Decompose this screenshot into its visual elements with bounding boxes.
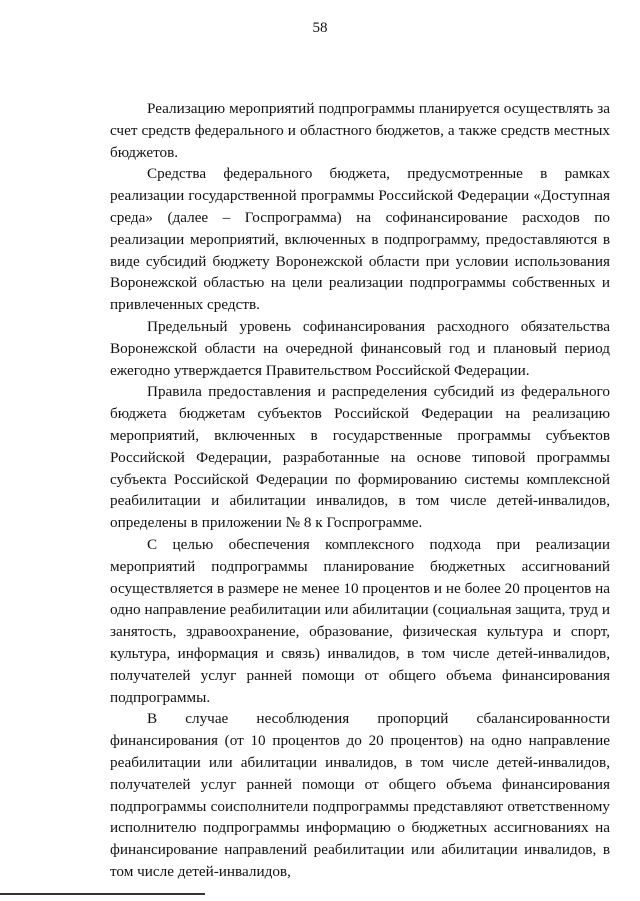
paragraph-cofinancing-level: Предельный уровень софинансирования расходного обязательства Воронежской области на очередной финансовый год и плановый период ежегодно утверждается Правительством Российской Федерации. bbox=[110, 317, 610, 379]
document-body bbox=[110, 98, 610, 883]
page-number: 58 bbox=[312, 20, 328, 36]
footer-rule bbox=[0, 893, 205, 895]
paragraph-proportion-violation: В случае несоблюдения пропорций сбалансированности финансирования (от 10 процентов до 20 процентов) на одно направление реабилитации или абилитации инвалидов, в том числе детей-инвалидов, получателей услуг ранней помощи от общего объема финансирования подпрограммы соисполнители подпрограммы представляют ответственному исполнителю подпрограммы информацию о бюджетных ассигнованиях на финансирование направлений реабилитации или абилитации инвалидов, в том числе детей-инвалидов, bbox=[110, 710, 610, 880]
paragraph-budget-planning: С целью обеспечения комплексного подхода при реализации мероприятий подпрограммы планирование бюджетных ассигнований осуществляется в размере не менее 10 процентов и не более 20 процентов на одно направление реабилитации или абилитации (социальная защита, труд и занятость, здравоохранение, образование, физическая культура и спорт, культура, информация и связь) инвалидов, в том числе детей-инвалидов, получателей услуг ранней помощи от общего объема финансирования подпрограммы. bbox=[110, 535, 610, 706]
paragraph-federal-budget: Средства федерального бюджета, предусмотренные в рамках реализации государственной программы Российской Федерации «Доступная среда» (далее – Госпрограмма) на софинансирование расходов по реализации мероприятий, включенных в подпрограмму, предоставляются в виде субсидий бюджету Воронежской области при условии использования Воронежской областью на цели реализации подпрограммы собственных и привлеченных средств. bbox=[110, 165, 610, 314]
paragraph-funding-sources: Реализацию мероприятий подпрограммы планируется осуществлять за счет средств федерального и областного бюджетов, а также средств местных бюджетов. bbox=[110, 100, 610, 161]
paragraph-subsidy-rules: Правила предоставления и распределения субсидий из федерального бюджета бюджетам субъектов Российской Федерации на реализацию мероприятий, включенных в государственные программы субъектов Российской Федерации, разработанные на основе типовой программы субъекта Российской Федерации по формированию системы комплексной реабилитации и абилитации инвалидов, в том числе детей-инвалидов, определены в приложении № 8 к Госпрограмме. bbox=[110, 383, 610, 532]
